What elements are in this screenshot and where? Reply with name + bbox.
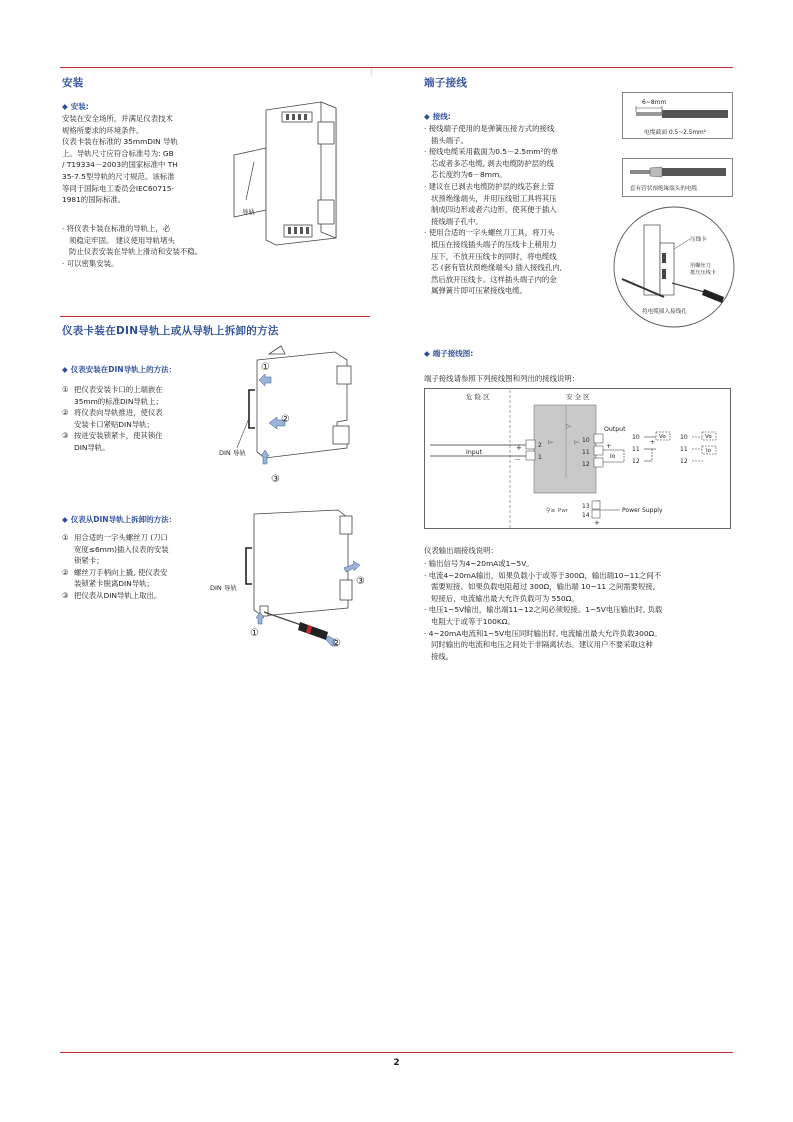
section-rule-left — [60, 316, 370, 317]
svg-text:+: + — [594, 519, 600, 527]
din-mount-steps: ① 把仪表安装卡口的上端嵌在 35mm的标准DIN导轨上； ② 将仪表向导轨推进，使仪表 安装卡口紧贴DIN导轨； ③ 按进安装锁紧卡，使其锁住 DIN导轨。 — [62, 385, 163, 452]
svg-text:抵压压线卡: 抵压压线卡 — [690, 270, 716, 276]
svg-text:Pwr: Pwr — [558, 508, 569, 514]
svg-text:+: + — [650, 438, 656, 446]
diagram-subheading: ◆ 端子接线图: — [424, 349, 474, 358]
hazard-zone-label: 危 险 区 — [466, 393, 490, 401]
output-notes-title: 仪表输出端接线说明： — [424, 546, 498, 555]
output-label: Output — [604, 426, 626, 433]
svg-text:▷: ▷ — [566, 422, 571, 430]
svg-text:压线卡: 压线卡 — [690, 237, 707, 243]
din-remove-figure — [208, 508, 370, 648]
install-body: 安装在安全场所，并满足仪表技术 规格所要求的环境条件。 仪表卡装在标准的 35mmDIN 导轨 上。导轨尺寸应符合标准号为: GB / T19334－2003的国家标准中 TH 35-7.5型导轨的尺寸规范。该标准 等同于国际电工委员会IEC60715- 1981的国际标准。 — [62, 114, 178, 205]
power-supply-label: Power Supply — [622, 507, 663, 514]
diagram-intro: 端子接线请参照下列接线图和列出的接线说明： — [424, 374, 580, 383]
din-remove-steps: ① 用合适的一字头螺丝刀 (刀口 宽度≤6mm)插入仪表的安装 锁紧卡； ② 螺丝刀手柄向上撬, 使仪表安 装锁紧卡脱离DIN导轨； ③ 把仪表从DIN导轨上取出。 — [62, 533, 169, 600]
svg-text:▻: ▻ — [574, 438, 580, 446]
svg-text:③: ③ — [356, 576, 365, 587]
bottom-rule — [60, 1052, 733, 1053]
svg-text:用螺丝刀: 用螺丝刀 — [690, 263, 711, 269]
svg-text:6~8mm: 6~8mm — [642, 99, 667, 106]
svg-text:③: ③ — [271, 474, 280, 485]
svg-text:11: 11 — [680, 446, 688, 453]
svg-text:Io: Io — [610, 454, 616, 460]
svg-text:▻: ▻ — [548, 438, 554, 446]
column-divider-top — [371, 68, 372, 76]
svg-text:①: ① — [250, 628, 259, 639]
svg-text:+: + — [516, 444, 522, 452]
svg-text:－: － — [514, 456, 521, 464]
din-remove-rail-label: DIN 导轨 — [210, 584, 237, 592]
svg-text:+: + — [606, 442, 612, 450]
svg-text:12: 12 — [582, 461, 590, 468]
install-rail-label: 导轨 — [242, 208, 255, 216]
wire-strip-figure — [622, 92, 734, 140]
svg-text:12: 12 — [680, 458, 688, 465]
svg-text:②: ② — [281, 414, 290, 425]
svg-text:Vo: Vo — [705, 434, 712, 440]
svg-text:①: ① — [261, 362, 270, 373]
terminal-heading: 端子接线 — [424, 77, 468, 89]
din-mount-rail-label: DIN 导轨 — [219, 449, 246, 457]
din-mount-figure — [215, 340, 370, 490]
page-number: 2 — [393, 1058, 400, 1068]
svg-text:Io: Io — [706, 448, 711, 454]
top-rule — [60, 67, 733, 68]
din-mount-subheading: ◆ 仪表安装在DIN导轨上的方法： — [62, 365, 177, 374]
ferrule-wire-label: 套有管状预绝缘端头的电缆 — [630, 186, 698, 192]
svg-text:12: 12 — [632, 458, 640, 465]
insert-wire-caption: 将电缆插入接线孔 — [642, 309, 687, 315]
install-subheading: ◆ 安装: — [62, 102, 89, 111]
svg-text:13: 13 — [582, 503, 590, 510]
svg-text:10: 10 — [582, 437, 590, 444]
svg-text:－: － — [595, 498, 602, 505]
safe-zone-label: 安 全 区 — [566, 393, 590, 401]
svg-text:10: 10 — [632, 434, 640, 441]
terminal-subheading: ◆ 接线: — [424, 112, 451, 121]
svg-text:⚲≥: ⚲≥ — [546, 507, 556, 514]
svg-text:1: 1 — [538, 454, 542, 461]
input-label: Input — [466, 449, 483, 456]
install-heading: 安装 — [62, 77, 84, 89]
svg-text:11: 11 — [632, 446, 640, 453]
insert-wire-figure — [612, 205, 736, 329]
svg-text:Vo: Vo — [659, 434, 666, 440]
svg-text:11: 11 — [582, 449, 590, 456]
svg-text:②: ② — [332, 638, 341, 648]
ferrule-wire-figure — [622, 158, 734, 198]
wire-section-label: 电缆截面 0.5~2.5mm² — [644, 130, 706, 136]
din-remove-subheading: ◆ 仪表从DIN导轨上拆卸的方法： — [62, 515, 177, 524]
output-notes: · 输出信号为4~20mA或1~5V。 · 电流4~20mA输出，如果负载小于或等于300Ω，输出端10~11之间不 需要短接。如果负载电阻超过 300Ω，输出端 10~11 之间需要短接。 短接后，电流输出最大允许负载可为 550Ω。 · 电压1~5V输出，输出端11~12之间必须短接。1~5V电压输出时, 负载 电阻大于或等于100KΩ。 · 4~20mA电流和1~5V电压同时输出时, 电流输出最大允许负载300Ω。 同时输出的电流和电压之间处于非隔离状态。建议用户不要采取这种 接线。 — [424, 559, 663, 661]
svg-text:10: 10 — [680, 434, 688, 441]
wiring-diagram — [424, 388, 732, 530]
install-figure — [226, 100, 358, 250]
din-heading: 仪表卡装在DIN导轨上或从导轨上拆卸的方法 — [62, 325, 279, 337]
install-bullets: · 将仪表卡装在标准的导轨上，必 须稳定牢固。 建议使用导轨堵头 防止仪表安装在导轨上滑动和安装不稳。 · 可以密集安装。 — [62, 224, 203, 268]
svg-text:14: 14 — [582, 512, 590, 519]
svg-text:2: 2 — [538, 442, 542, 449]
terminal-bullets: · 接线端子使用的是弹簧压接方式的接线 插头端子。 · 接线电缆采用截面为0.5－2.5mm²的单 芯或者多芯电缆, 剥去电缆防护层的线 芯长度约为6－8mm。 · 建议在已剥去电缆防护层的线芯套上管 状预绝缘端头，并用压线钳工具将其压 制成四边形或者六边形，使其便于插入 接线端子孔中。 · 使用合适的一字头螺丝刀工具，将刀头 抵压在接线插头端子的压线卡上稍用力 压下，不放开压线卡的同时，将电缆线 芯 (套有管状预绝缘端头) 插入接线孔内, 然后放开压线卡。这样插头端子内的金 属弹簧片即可压紧接线电缆。 — [424, 124, 563, 296]
